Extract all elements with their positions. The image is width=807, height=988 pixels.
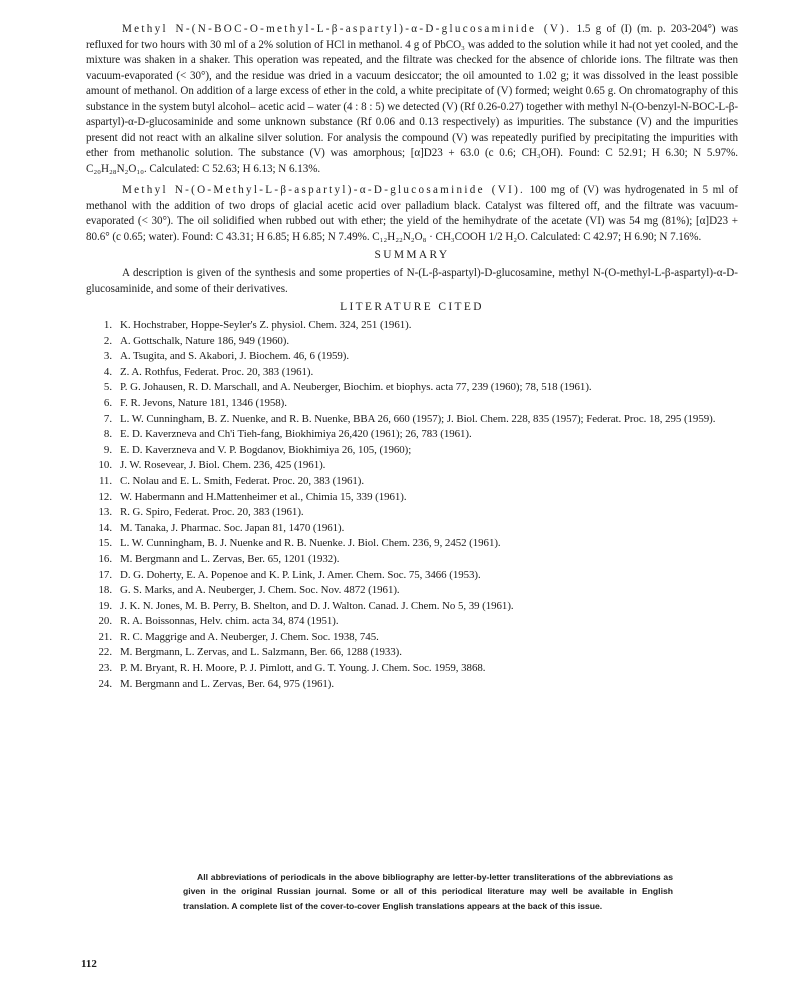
reference-text: P. G. Johausen, R. D. Marschall, and A. Neuberger, Biochim. et biophys. acta 77, 239 (1960); 78, 518 (1961). bbox=[120, 381, 592, 394]
reference-number: 21. bbox=[98, 630, 112, 643]
reference-number: 2. bbox=[103, 334, 112, 347]
summary-text: A description is given of the synthesis and some properties of N-(L-β-aspartyl)-D-glucosamine, methyl N-(O-methyl-L-β-aspartyl)-α-D-glucosaminide, and some of their derivatives. bbox=[86, 267, 738, 295]
reference-text: R. C. Maggrige and A. Neuberger, J. Chem. Soc. 1938, 745. bbox=[120, 630, 379, 643]
reference-number: 19. bbox=[98, 599, 112, 612]
reference-number: 13. bbox=[98, 506, 112, 519]
reference-text: J. W. Rosevear, J. Biol. Chem. 236, 425 (1961). bbox=[120, 459, 326, 472]
reference-list bbox=[86, 318, 738, 692]
reference-number: 9. bbox=[103, 443, 112, 456]
reference-number: 15. bbox=[98, 537, 112, 550]
reference-item bbox=[86, 380, 738, 396]
reference-text: J. K. N. Jones, M. B. Perry, B. Shelton, and D. J. Walton. Canad. J. Chem. No 5, 39 (1961). bbox=[120, 599, 514, 612]
reference-number: 1. bbox=[103, 319, 112, 331]
reference-number: 12. bbox=[98, 490, 112, 503]
reference-number: 14. bbox=[98, 521, 112, 534]
reference-number: 22. bbox=[98, 646, 112, 659]
reference-item bbox=[86, 521, 738, 537]
reference-number: 23. bbox=[98, 662, 112, 675]
reference-number: 24. bbox=[98, 677, 112, 690]
reference-number: 8. bbox=[103, 428, 112, 441]
reference-text: A. Tsugita, and S. Akabori, J. Biochem. 46, 6 (1959). bbox=[120, 350, 350, 363]
reference-text: M. Bergmann, L. Zervas, and L. Salzmann, Ber. 66, 1288 (1933). bbox=[120, 646, 402, 659]
reference-number: 7. bbox=[103, 412, 112, 425]
reference-item bbox=[86, 427, 738, 443]
experimental-paragraph-2 bbox=[86, 183, 738, 245]
reference-text: M. Bergmann and L. Zervas, Ber. 64, 975 (1961). bbox=[120, 677, 335, 690]
article-body bbox=[86, 22, 738, 692]
reference-text: A. Gottschalk, Nature 186, 949 (1960). bbox=[120, 334, 289, 347]
reference-item bbox=[86, 677, 738, 693]
reference-item bbox=[86, 552, 738, 568]
reference-item bbox=[86, 458, 738, 474]
experimental-paragraph-1 bbox=[86, 22, 738, 177]
reference-item bbox=[86, 365, 738, 381]
reference-number: 16. bbox=[98, 552, 112, 565]
reference-item bbox=[86, 505, 738, 521]
reference-text: Z. A. Rothfus, Federat. Proc. 20, 383 (1961). bbox=[120, 365, 314, 378]
reference-item bbox=[86, 599, 738, 615]
reference-item bbox=[86, 490, 738, 506]
reference-text: P. M. Bryant, R. H. Moore, P. J. Pimlott, and G. T. Young. J. Chem. Soc. 1959, 3868. bbox=[120, 662, 486, 675]
reference-text: R. G. Spiro, Federat. Proc. 20, 383 (1961). bbox=[120, 506, 304, 519]
reference-text: L. W. Cunningham, B. Z. Nuenke, and R. B. Nuenke, BBA 26, 660 (1957); J. Biol. Chem. 228, 835 (1957); Federat. Proc. 18, 295 (1959). bbox=[120, 412, 716, 425]
bibliography-footnote: All abbreviations of periodicals in the above bibliography are letter-by-letter transliterations of the abbreviations as given in the original Russian journal. Some or all of this periodical literature may well be available in English translation. A complete list of the cover-to-cover English translations appears at the back of this issue. bbox=[183, 872, 673, 911]
page-number: 112 bbox=[81, 958, 97, 970]
reference-text: M. Bergmann and L. Zervas, Ber. 65, 1201 (1932). bbox=[120, 552, 340, 565]
reference-number: 5. bbox=[103, 381, 112, 394]
reference-text: F. R. Jevons, Nature 181, 1346 (1958). bbox=[120, 396, 287, 409]
reference-number: 3. bbox=[103, 350, 112, 363]
reference-text: D. G. Doherty, E. A. Popenoe and K. P. Link, J. Amer. Chem. Soc. 75, 3466 (1953). bbox=[120, 568, 481, 581]
reference-item bbox=[86, 396, 738, 412]
reference-item bbox=[86, 443, 738, 459]
reference-item bbox=[86, 318, 738, 334]
reference-number: 10. bbox=[98, 459, 112, 472]
reference-item bbox=[86, 474, 738, 490]
reference-item bbox=[86, 412, 738, 428]
reference-text: K. Hochstraber, Hoppe-Seyler's Z. physiol. Chem. 324, 251 (1961). bbox=[120, 319, 412, 331]
reference-item bbox=[86, 661, 738, 677]
reference-number: 4. bbox=[103, 365, 112, 378]
reference-number: 17. bbox=[98, 568, 112, 581]
reference-item bbox=[86, 645, 738, 661]
reference-item bbox=[86, 536, 738, 552]
reference-number: 6. bbox=[103, 396, 112, 409]
reference-number: 11. bbox=[98, 474, 112, 487]
reference-item bbox=[86, 583, 738, 599]
compound-name-v: Methyl N-(N-BOC-O-methyl-L-β-aspartyl)-α-D-glucosaminide (V). bbox=[122, 23, 572, 35]
reference-text: W. Habermann and H.Mattenheimer et al., Chimia 15, 339 (1961). bbox=[120, 490, 407, 503]
reference-text: L. W. Cunningham, B. J. Nuenke and R. B. Nuenke. J. Biol. Chem. 236, 9, 2452 (1961). bbox=[120, 537, 501, 550]
reference-number: 20. bbox=[98, 615, 112, 628]
reference-number: 18. bbox=[98, 584, 112, 597]
reference-text: E. D. Kaverzneva and Ch'i Tieh-fang, Biokhimiya 26,420 (1961); 26, 783 (1961). bbox=[120, 428, 472, 441]
reference-item bbox=[86, 630, 738, 646]
reference-item bbox=[86, 334, 738, 350]
reference-text: M. Tanaka, J. Pharmac. Soc. Japan 81, 1470 (1961). bbox=[120, 521, 345, 534]
reference-item bbox=[86, 614, 738, 630]
paragraph-1-text: 1.5 g of (I) (m. p. 203-204°) was refluxed for two hours with 30 ml of a 2% solution of HCl in methanol. 4 g of PbCO₃ was added to the solution while it had not yet cooled, and the mixture was shaken in a shaker. This operation was repeated, and the filtrate was checked for the absence of chloride ions. The filtrate was then vacuum-evaporated (< 30°), and the residue was dried in a vacuum desiccator; the oil amounted to 1.02 g; it was dissolved in the least possible amount of methanol. On addition of a large excess of ether in the cold, a white precipitate of (V) formed; weight 0.65 g. On chromatography of this substance in the system butyl alcohol– acetic acid – water (4 : 8 : 5) we detected (V) (Rf 0.26-0.27) together with methyl N-(O-benzyl-N-BOC-L-β-aspartyl)-α-D-glucosaminide and some unknown substance (Rf 0.06 and 0.13 respectively) as impurities. The substance (V) and the impurities present did not react with an alkaline silver solution. For analysis the compound (V) was repeatedly purified by precipitating the impurities with ether from methanolic solution. The substance (V) was amorphous; [α]D23 + 63.0 (c 0.6; CH₃OH). Found: C 52.91; H 6.30; N 5.97%. C₂₀H₂₈N₂O₁₀. Calculated: C 52.63; H 6.13; N 6.13%. bbox=[86, 23, 738, 175]
reference-text: C. Nolau and E. L. Smith, Federat. Proc. 20, 383 (1961). bbox=[120, 474, 365, 487]
reference-text: E. D. Kaverzneva and V. P. Bogdanov, Biokhimiya 26, 105, (1960); bbox=[120, 443, 412, 456]
reference-item bbox=[86, 349, 738, 365]
summary-heading: SUMMARY bbox=[374, 249, 450, 261]
reference-text: G. S. Marks, and A. Neuberger, J. Chem. Soc. Nov. 4872 (1961). bbox=[120, 584, 400, 597]
reference-item bbox=[86, 568, 738, 584]
compound-name-vi: Methyl N-(O-Methyl-L-β-aspartyl)-α-D-glucosaminide (VI). bbox=[122, 184, 526, 196]
paragraph-2-text: 100 mg of (V) was hydrogenated in 5 ml of methanol with the addition of two drops of glacial acetic acid over palladium black. Catalyst was filtered off, and the filtrate was vacuum-evaporated (< 30°). The oil solidified when rubbed out with ether; the yield of the hemihydrate of the acetate (VI) was 54 mg (81%); [α]D23 + 80.6° (c 0.65; water). Found: C 43.31; H 6.85; H 6.85; N 7.49%. C₁₂H₂₂N₂O₈ · CH₃COOH 1/2 H₂O. Calculated: C 42.97; H 6.90; N 7.16%. bbox=[86, 184, 738, 243]
literature-heading: LITERATURE CITED bbox=[340, 301, 484, 313]
reference-text: R. A. Boissonnas, Helv. chim. acta 34, 874 (1951). bbox=[120, 615, 339, 628]
